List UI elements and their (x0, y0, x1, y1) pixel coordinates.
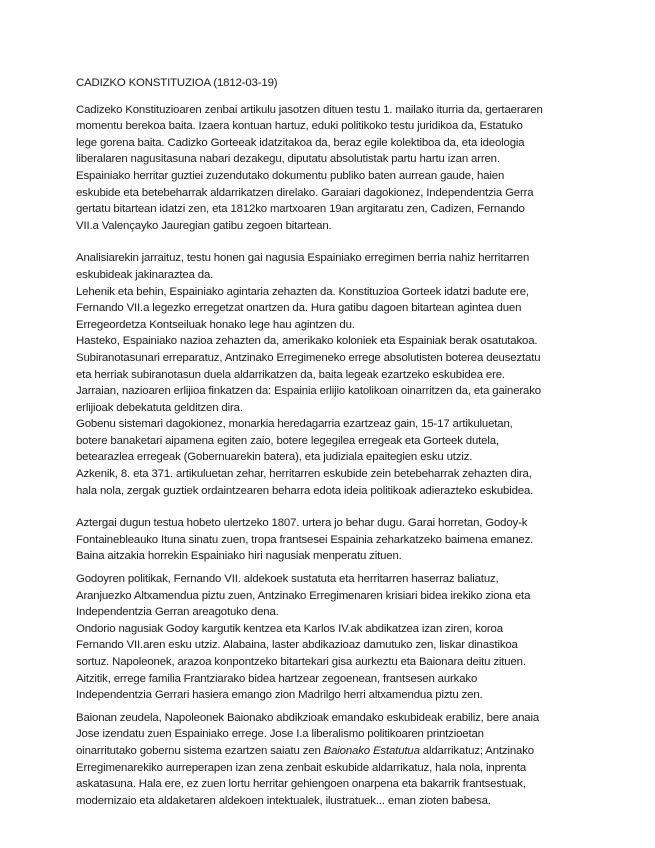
text-line: momentu berekoa baita. Izaera kontuan hartuz, eduki politikoko testu juridikoa da, Estatuko (76, 120, 523, 133)
text-line: Fontainebleauko Ituna sinatu zuen, tropa frantsesei Espainia zeharkatzeko baimena emanez. (76, 533, 534, 546)
text-line: modernizaio eta aldaketaren aldekoen intektualek, ilustratuek... eman zioten babesa. (76, 794, 491, 807)
text-line: Analisiarekin jarraituz, testu honen gai nagusia Espainiako erregimen berria nahiz herritarren (76, 252, 530, 265)
text-line: Jarraian, nazioaren erlijioa finkatzen da: Espainia erlijio katolikoan oinarritzen da, eta gainerako (76, 385, 541, 398)
text-line: Aranjuezko Altxamendua piztu zuen, Antzinako Erregimenaren krisiari bidea irekiko ziona eta (76, 589, 531, 602)
paragraph-spacer (76, 499, 576, 515)
text-line: gertatu bitartean idatzi zen, eta 1812ko martxoaren 19an argitaratu zen, Cadizen, Fernando (76, 203, 525, 216)
text-line: Baionan zeudela, Napoleonek Baionako abdikzioak emandako eskubideak erabiliz, bere anaia (76, 711, 540, 724)
text-line: eskubideak jakinaraztea da. (76, 268, 214, 281)
text-line: hala nola, zergak guztiek ordaintzearen beharra edota ideia politikoak adierazteko eskubidea. (76, 484, 534, 497)
document-page (76, 75, 576, 809)
text-line: Subiranotasunari erreparatuz, Antzinako Erregimeneko errege absolutisten boterea deuseztatu (76, 351, 541, 364)
text-line: sortuz. Napoleonek, arazoa konpontzeko bitartekari gisa aurkeztu eta Baionara deitu zituen. (76, 656, 526, 668)
text-line: VII.a Valençayko Jauregian gatibu zegoen bitartean. (76, 219, 332, 232)
paragraph-context-baiona (76, 710, 576, 810)
text-line: Jose izendatu zuen Espainiako errege. Jose I.a liberalismo politikoaren printzioetan (76, 728, 484, 741)
text-line: Aitzitik, errege familia Frantziarako bidea hartzear zegoenean, frantsesen aurkako (76, 672, 478, 685)
text-line: liberalaren nagusitasuna nabari dezakegu, diputatu absolutistak partu hartu izan arren. (76, 153, 500, 166)
text-line: Aztergai dugun testua hobeto ulertzeko 1807. urtera jo behar dugu. Garai horretan, Godoy-k (76, 517, 528, 530)
text-line: Gobenu sistemari dagokionez, monarkia heredagarria ezartzeaz gain, 15-17 artikuluetan, (76, 418, 513, 431)
text-line: Lehenik eta behin, Espainiako agintaria zehazten da. Konstituzioa Gorteek idatzi badute ere, (76, 285, 529, 298)
paragraph-context-intro (76, 515, 576, 565)
text-line: Azkenik, 8. eta 371. artikuluetan zehar, herritarren eskubide zein betebeharrak zehazten dira, (76, 468, 532, 481)
text-line: Cadizeko Konstituzioaren zenbai artikulu jasotzen dituen testu 1. mailako iturria da, gertaeraren (76, 103, 543, 116)
text-line: Erregimenarekiko aurreperapen izan zena zenbait eskubide aldarrikatuz, hala nola, inprenta (76, 761, 527, 774)
text-segment: oinarritutako gobernu sistema ezartzen saiatu zen (76, 744, 324, 757)
text-line: Hasteko, Espainiako nazioa zehazten da, amerikako koloniek eta Espainiak berak osatutakoa. (76, 335, 538, 348)
paragraph-spacer (76, 234, 576, 250)
paragraph-context-godoy (76, 571, 576, 704)
text-line: Independentzia Gerran areagotuko dena. (76, 606, 279, 619)
text-line: Godoyren politikak, Fernando VII. aldekoek sustatuta eta herritarren haserraz baliatuz, (76, 573, 499, 586)
text-line: Baina aitzakia horrekin Espainiako hiri nagusiak menperatu zituen. (76, 550, 402, 563)
text-line: botere banaketari aipamena egiten zaio, botere legegilea erregeak eta Gorteek dutela, (76, 434, 499, 447)
text-line: askatasuna. Hala ere, ez zuen lortu herritar gehiengoen onarpena eta bakarrik frantsestuak, (76, 778, 526, 791)
paragraph-source-analysis (76, 102, 576, 235)
text-line: Independentzia Gerrari hasiera emango zion Madrilgo herri altxamendua piztu zen. (76, 689, 483, 702)
text-line: lege gorena baita. Cadizko Gorteeak idatzitakoa da, beraz egile kolektiboa da, eta ideologia (76, 136, 525, 149)
text-line: eta herriak subiranotasun duela aldarrikatzen da, baita legeak ezartzeko eskubidea ere. (76, 368, 505, 381)
document-title: CADIZKO KONSTITUZIOA (1812-03-19) (76, 77, 278, 89)
text-line: Fernando VII.a legezko erregetzat onartzen da. Hura gatibu dagoen bitartean agintea duen (76, 302, 522, 315)
text-line-with-italic (76, 743, 576, 760)
text-segment: aldarrikatuz; Antzinako (419, 744, 534, 757)
text-line: Fernando VII.aren esku utziz. Alabaina, laster abdikazioaz damutuko zen, liskar dinastikoa (76, 639, 518, 652)
text-line: betearazlea erregeak (Gobernuarekin batera), eta judiziala epaitegien esku utziz. (76, 451, 473, 464)
text-line: erlijioak debekatuta gelditzen dira. (76, 401, 243, 414)
text-line: Ondorio nagusiak Godoy kargutik kentzea eta Karlos IV.ak abdikatzea izan ziren, koroa (76, 622, 503, 635)
statute-title: Baionako Estatutua (323, 744, 420, 757)
text-line: Espainiako herritar guztiei zuzendutako dokumentu publiko baten aurrean gaude, haien (76, 169, 505, 182)
text-line: Erregeordetza Kontseiluak honako lege hau agintzen du. (76, 318, 355, 331)
text-line: eskubide eta betebeharrak aldarrikatzen direlako. Garaiari dagokionez, Independentzia Gerra (76, 186, 534, 199)
paragraph-content-analysis (76, 250, 576, 499)
